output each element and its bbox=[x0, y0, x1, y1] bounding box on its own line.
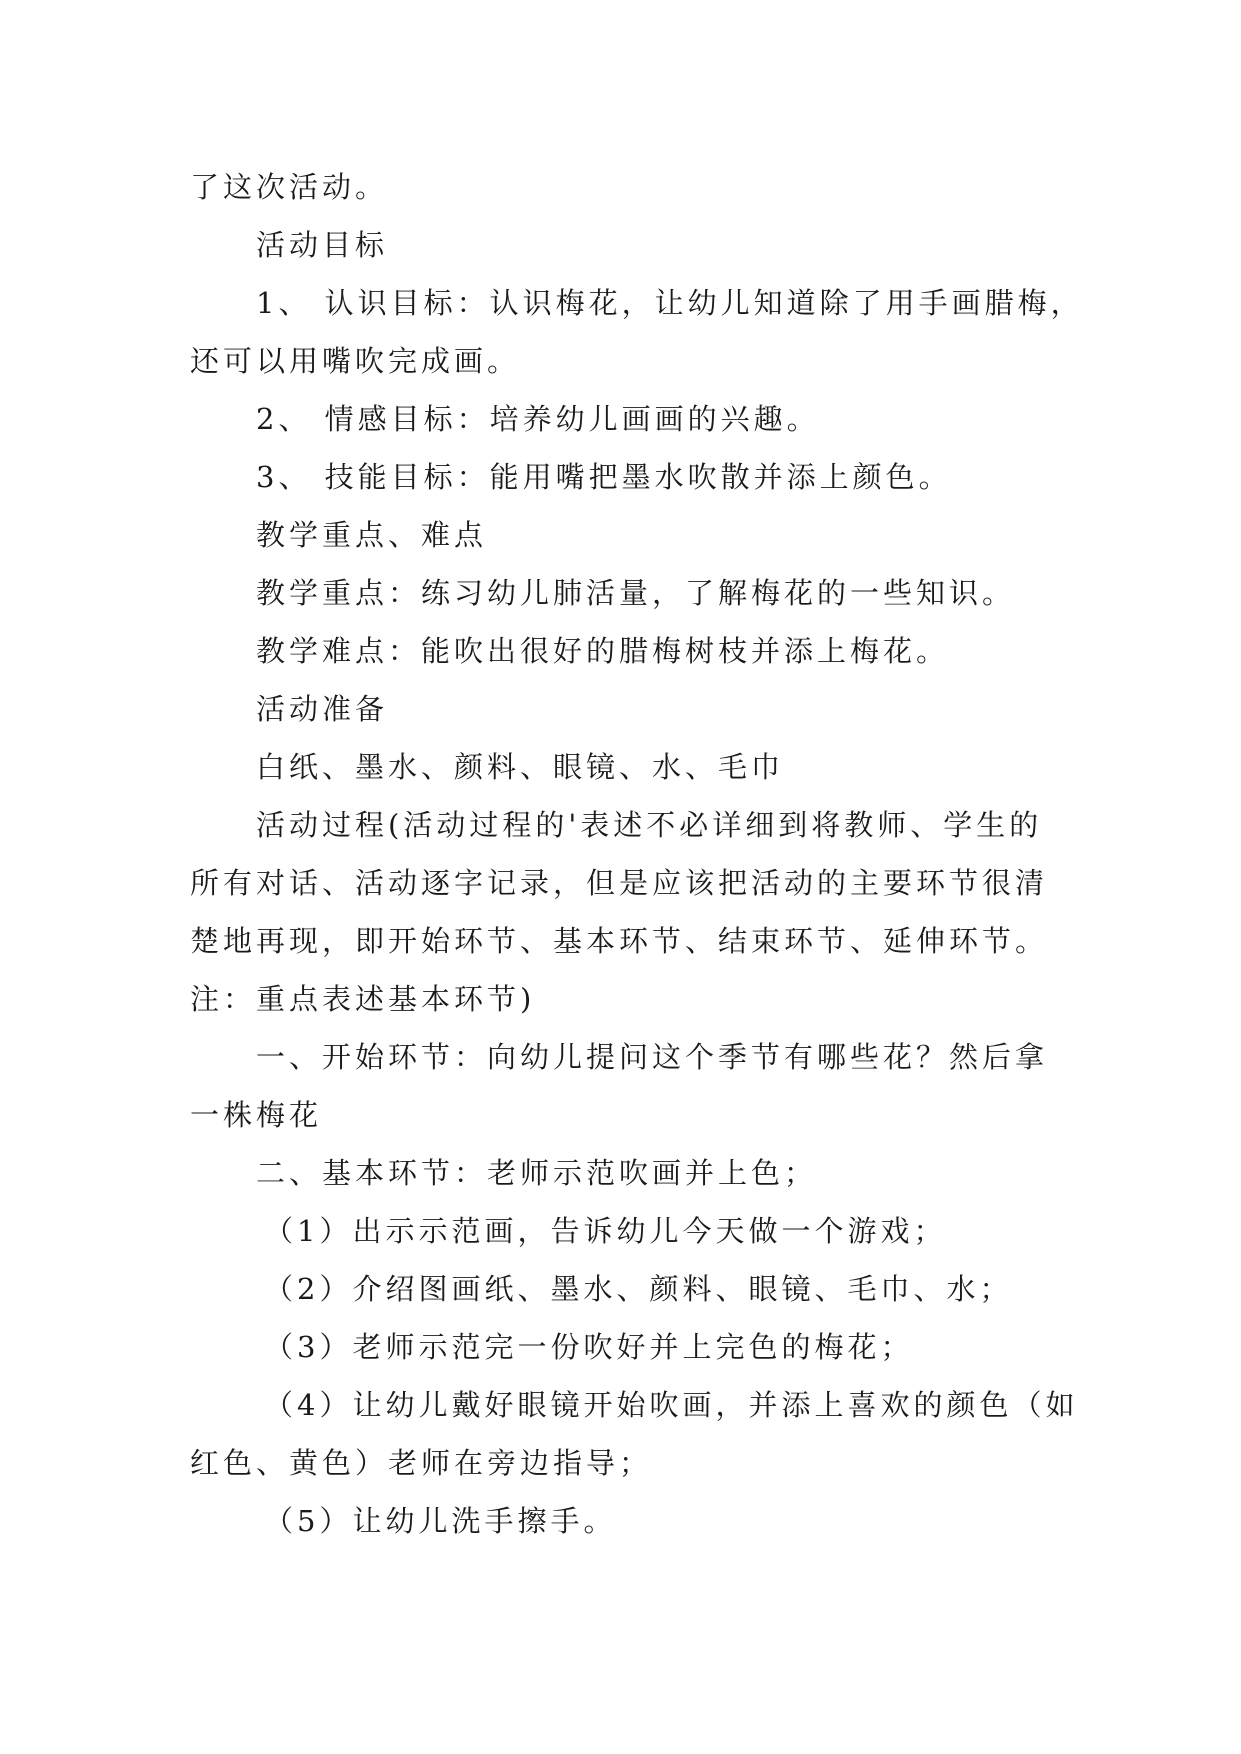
text-line: 所有对话、活动逐字记录，但是应该把活动的主要环节很清 bbox=[190, 866, 1049, 900]
text-line: 还可以用嘴吹完成画。 bbox=[190, 344, 521, 378]
text-line: 3、 技能目标：能用嘴把墨水吹散并添上颜色。 bbox=[256, 460, 952, 494]
text-line: 教学重点：练习幼儿肺活量，了解梅花的一些知识。 bbox=[256, 576, 1016, 610]
text-line: 1、 认识目标：认识梅花，让幼儿知道除了用手画腊梅， bbox=[256, 286, 1084, 320]
text-line: 白纸、墨水、颜料、眼镜、水、毛巾 bbox=[256, 750, 785, 784]
section-heading-goals: 活动目标 bbox=[256, 228, 389, 262]
text-line: 注：重点表述基本环节) bbox=[190, 982, 536, 1016]
document-page bbox=[190, 158, 1084, 1550]
text-line: 红色、黄色）老师在旁边指导； bbox=[190, 1446, 653, 1480]
list-item: （3）老师示范完一份吹好并上完色的梅花； bbox=[264, 1330, 914, 1364]
text-line: 一株梅花 bbox=[190, 1098, 323, 1132]
text-line: 二、基本环节：老师示范吹画并上色； bbox=[256, 1156, 818, 1190]
list-item: （1）出示示范画，告诉幼儿今天做一个游戏； bbox=[264, 1214, 947, 1248]
text-line: 了这次活动。 bbox=[190, 170, 389, 204]
list-item: （4）让幼儿戴好眼镜开始吹画，并添上喜欢的颜色（如 bbox=[264, 1388, 1079, 1422]
text-line: 一、开始环节：向幼儿提问这个季节有哪些花？然后拿 bbox=[256, 1040, 1049, 1074]
text-line: 楚地再现，即开始环节、基本环节、结束环节、延伸环节。 bbox=[190, 924, 1049, 958]
text-line: 2、 情感目标：培养幼儿画画的兴趣。 bbox=[256, 402, 820, 436]
text-line: 教学难点：能吹出很好的腊梅树枝并添上梅花。 bbox=[256, 634, 950, 668]
section-heading-process: 活动过程(活动过程的'表述不必详细到将教师、学生的 bbox=[256, 808, 1043, 842]
list-item: （5）让幼儿洗手擦手。 bbox=[264, 1504, 617, 1538]
section-heading-preparation: 活动准备 bbox=[256, 692, 389, 726]
section-heading-key-points: 教学重点、难点 bbox=[256, 518, 488, 552]
list-item: （2）介绍图画纸、墨水、颜料、眼镜、毛巾、水； bbox=[264, 1272, 1013, 1306]
